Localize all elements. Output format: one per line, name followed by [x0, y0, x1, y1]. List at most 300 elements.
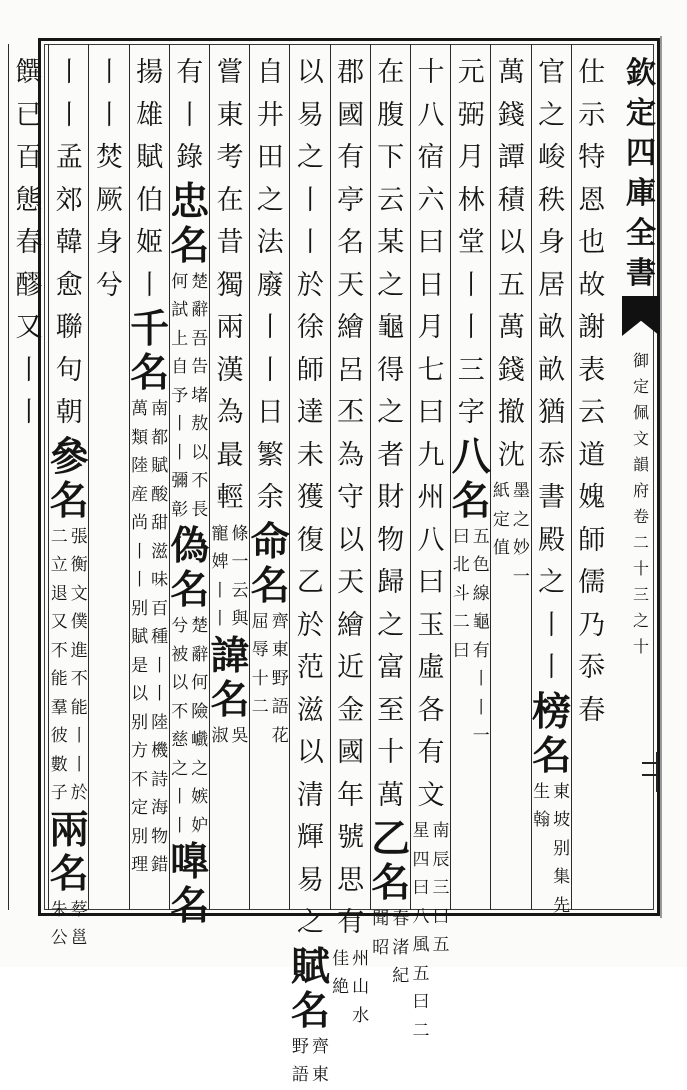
text-char: 朝: [55, 397, 83, 428]
text-char: 下: [377, 142, 405, 173]
annotation-char: 東: [271, 640, 289, 660]
text-char: 表: [578, 354, 606, 386]
annotation-char: 一: [231, 552, 249, 572]
annotation-line: [311, 1033, 330, 1090]
annotation-char: 何: [191, 673, 209, 693]
annotation-char: 野: [291, 1036, 309, 1057]
text-char: 乙: [296, 567, 324, 598]
annotation-char: 告: [191, 357, 209, 377]
annotation-char: 敖: [191, 414, 209, 434]
text-char: 錢: [497, 99, 525, 131]
headword-char: 名: [49, 850, 89, 897]
annotation-char: 上: [171, 328, 189, 349]
text-char: 猶: [538, 397, 566, 428]
annotation-char: 線: [472, 583, 490, 604]
annotation-char: 五: [412, 963, 430, 984]
text-char: 兮: [95, 269, 123, 301]
annotation-char: 蔡: [70, 899, 88, 920]
text-char: 丨: [95, 57, 123, 88]
annotation-char: 陸: [151, 712, 169, 733]
annotation-char: 語: [271, 697, 289, 717]
annotation-line: [50, 896, 69, 953]
text-char: 已: [15, 99, 43, 131]
annotation-char: 之: [171, 758, 189, 779]
annotation-line: [271, 608, 290, 751]
text-char: 余: [256, 482, 284, 513]
text-char: 道: [578, 439, 606, 471]
annotation-line: [291, 1033, 310, 1090]
annotation-char: 陸: [131, 456, 149, 476]
text-char: 萬: [497, 57, 525, 88]
text-char: 儒: [578, 567, 606, 598]
text-char: 積: [497, 184, 525, 216]
annotation-line: [251, 608, 270, 751]
headword-char: 榜: [532, 688, 572, 735]
annotation-char: 生: [533, 781, 551, 802]
annotation-char: 云: [231, 580, 249, 601]
text-char: 十: [377, 737, 405, 768]
text-char: 萬: [377, 779, 405, 811]
text-char: 有: [176, 57, 204, 88]
annotation: [451, 523, 491, 751]
annotation-char: 被: [171, 644, 189, 665]
annotation-char: 方: [131, 741, 149, 761]
annotation-char: 八: [412, 906, 430, 927]
annotation-char: 有: [472, 640, 490, 661]
text-char: 官: [538, 57, 566, 88]
margin-subtitle-char: 十: [632, 559, 649, 578]
text-char: 於: [296, 269, 324, 301]
text-char: 歸: [377, 567, 405, 598]
text-char: 獨: [216, 269, 244, 301]
text-char: 愈: [55, 269, 83, 301]
annotation-char: 别: [553, 838, 571, 859]
annotation-char: 值: [492, 538, 510, 558]
annotation-char: 吾: [191, 328, 209, 349]
text-char: 未: [296, 439, 324, 471]
text-char: 聯: [55, 312, 83, 343]
headword-char: 名: [532, 732, 572, 779]
annotation-char: 州: [352, 948, 370, 969]
annotation-char: 五: [472, 526, 490, 547]
text-char: 峻: [538, 142, 566, 173]
text-char: 八: [417, 524, 445, 556]
text-char: 撤: [497, 397, 525, 428]
text-char: 月: [417, 312, 445, 343]
annotation-line: [170, 612, 189, 840]
text-column: [170, 52, 210, 928]
text-char: 身: [95, 227, 123, 258]
annotation-line: [130, 395, 149, 880]
annotation-char: 風: [412, 935, 430, 955]
annotation-char: 條: [231, 523, 249, 544]
annotation-line: [472, 523, 491, 751]
text-char: 達: [296, 397, 324, 428]
text-char: 特: [578, 142, 606, 173]
annotation: [331, 945, 371, 1031]
annotation-char: 不: [131, 769, 149, 790]
annotation-line: [391, 905, 410, 991]
annotation-char: 滋: [151, 541, 169, 562]
text-char: 錢: [497, 354, 525, 386]
annotation-char: 種: [151, 627, 169, 647]
annotation-char: 别: [131, 598, 149, 619]
annotation-line: [552, 778, 571, 921]
text-char: 丨: [457, 269, 485, 301]
annotation: [210, 520, 250, 634]
annotation-char: 丨: [472, 697, 490, 718]
annotation-char: 類: [131, 427, 149, 448]
annotation-char: 寵: [211, 523, 229, 544]
annotation-char: 星: [412, 821, 430, 841]
text-char: 之: [256, 184, 284, 216]
text-char: 姬: [136, 227, 164, 258]
annotation-char: 是: [131, 655, 149, 676]
text-char: 丨: [55, 99, 83, 131]
annotation-char: 張: [70, 526, 88, 547]
text-char: 六: [417, 184, 445, 216]
annotation-line: [190, 612, 209, 840]
headword-char: 名: [250, 562, 290, 609]
headword-char: 名: [210, 676, 250, 723]
text-column: [451, 52, 491, 751]
text-char: 沈: [497, 439, 525, 471]
text-char: 以: [337, 524, 365, 556]
annotation-line: [512, 477, 531, 591]
text-char: 井: [256, 99, 284, 131]
annotation-char: 不: [50, 640, 68, 661]
text-char: 州: [417, 482, 445, 513]
margin-title-char: 庫: [626, 176, 656, 211]
margin-subtitle-char: 二: [632, 533, 649, 552]
annotation-char: 辭: [191, 300, 209, 320]
annotation-char: 彌: [171, 471, 189, 491]
annotation-char: 斗: [452, 583, 470, 604]
text-char: 者: [377, 439, 405, 471]
headword-char: 名: [290, 987, 330, 1034]
annotation-char: 於: [70, 783, 88, 803]
annotation-char: 花: [271, 725, 289, 746]
text-char: 曰: [417, 397, 445, 428]
text-char: 之: [538, 567, 566, 598]
text-char: 得: [377, 354, 405, 386]
annotation-char: 之: [191, 758, 209, 779]
text-char: 在: [216, 184, 244, 216]
text-column: [532, 52, 572, 920]
text-char: 物: [377, 524, 405, 556]
text-char: 饌: [15, 57, 43, 88]
text-char: 忝: [578, 652, 606, 683]
annotation-char: 二: [452, 612, 470, 632]
text-column: [411, 52, 451, 1045]
text-char: 思: [337, 864, 365, 896]
annotation: [532, 778, 572, 921]
text-char: 於: [296, 609, 324, 641]
text-char: 天: [337, 269, 365, 301]
annotation-char: 僕: [70, 612, 88, 632]
annotation-char: 定: [131, 798, 149, 818]
text-char: 弼: [457, 99, 485, 131]
annotation-line: [190, 268, 209, 525]
annotation-char: 五: [432, 935, 450, 955]
text-column: [250, 52, 290, 750]
annotation-char: 海: [151, 798, 169, 818]
text-char: 丨: [256, 354, 284, 386]
headword-char: 千: [130, 306, 170, 352]
annotation-char: 丨: [151, 684, 169, 704]
text-char: 七: [417, 354, 445, 386]
annotation-line: [371, 905, 390, 991]
headword-char: 嘷: [170, 839, 210, 885]
text-char: 富: [377, 652, 405, 683]
text-char: 謝: [578, 312, 606, 343]
text-char: 丨: [256, 312, 284, 343]
margin-subtitle-char: 文: [632, 429, 649, 448]
margin-title-char: 全: [626, 216, 656, 251]
annotation: [170, 612, 210, 840]
annotation-char: 數: [50, 754, 68, 775]
annotation-char: 錯: [151, 855, 169, 875]
text-char: 呂: [337, 354, 365, 386]
text-char: 畝: [538, 312, 566, 343]
text-char: 易: [296, 99, 324, 131]
annotation-char: 長: [191, 499, 209, 520]
annotation-char: 翰: [533, 810, 551, 830]
annotation-line: [50, 523, 69, 808]
text-char: 丨: [296, 227, 324, 258]
text-char: 九: [417, 439, 445, 471]
annotation-char: 立: [50, 555, 68, 575]
text-char: 師: [578, 524, 606, 556]
text-char: 國: [337, 99, 365, 131]
annotation-char: 邕: [70, 928, 88, 948]
annotation-char: 曰: [412, 992, 430, 1012]
text-char: 春: [578, 694, 606, 726]
text-char: 自: [256, 57, 284, 88]
margin-subtitle-char: 之: [632, 611, 649, 630]
annotation: [49, 896, 89, 953]
annotation-char: 詩: [151, 769, 169, 790]
annotation: [210, 722, 250, 751]
annotation-line: [452, 523, 471, 751]
headword-char: 忠: [170, 178, 210, 225]
text-char: 林: [457, 184, 485, 216]
text-char: 守: [337, 482, 365, 513]
text-char: 也: [578, 227, 606, 258]
annotation-char: 紙: [492, 481, 510, 501]
annotation-char: 丨: [171, 787, 189, 807]
headword-char: 諱: [210, 632, 250, 679]
text-char: 字: [457, 397, 485, 428]
text-column: [130, 52, 170, 880]
annotation-char: 南: [151, 399, 169, 419]
text-char: 丨: [538, 609, 566, 641]
annotation-char: 朱: [50, 899, 68, 920]
annotation: [49, 523, 89, 808]
text-char: 焚: [95, 142, 123, 173]
headword-char: 偽: [170, 523, 210, 569]
text-char: 殿: [538, 524, 566, 556]
headword-char: 參: [49, 433, 89, 480]
annotation-char: 百: [151, 598, 169, 619]
text-char: 虛: [417, 652, 445, 683]
text-char: 獲: [296, 482, 324, 513]
text-char: 以: [296, 57, 324, 88]
text-char: 宿: [417, 142, 445, 173]
text-char: 之: [377, 609, 405, 641]
annotation-char: 昭: [372, 937, 390, 958]
text-column: [331, 52, 371, 1030]
text-char: 金: [337, 694, 365, 726]
headword-char: 名: [451, 477, 491, 524]
text-char: 恩: [578, 184, 606, 216]
text-char: 揚: [136, 57, 164, 88]
text-char: 田: [256, 142, 284, 173]
text-char: 示: [578, 99, 606, 131]
text-char: 有: [337, 142, 365, 173]
text-char: 昔: [216, 227, 244, 258]
annotation-char: 産: [131, 484, 149, 505]
annotation-char: 又: [50, 612, 68, 632]
annotation: [250, 608, 290, 751]
annotation: [411, 817, 451, 1045]
annotation-char: 險: [191, 701, 209, 722]
annotation-line: [532, 778, 551, 921]
annotation-char: 絶: [332, 977, 350, 997]
annotation: [491, 477, 531, 591]
annotation-char: 山: [352, 977, 370, 997]
text-char: 畝: [538, 354, 566, 386]
text-char: 之: [377, 397, 405, 428]
text-char: 兩: [216, 312, 244, 343]
text-char: 腹: [377, 99, 405, 131]
margin-title-char: 書: [626, 256, 656, 291]
page-number-mark: [640, 752, 658, 792]
margin-title-char: 欽: [626, 56, 656, 91]
annotation-char: 丨: [70, 726, 88, 746]
text-char: 忝: [538, 439, 566, 471]
annotation-char: 楚: [191, 271, 209, 292]
text-char: 繪: [337, 609, 365, 641]
annotation-line: [432, 817, 451, 1045]
annotation-char: 子: [50, 783, 68, 803]
annotation-char: 東: [311, 1065, 329, 1085]
text-char: 之: [296, 142, 324, 173]
text-char: 以: [497, 227, 525, 258]
annotation-char: 進: [70, 640, 88, 661]
headword-char: 兩: [49, 806, 89, 853]
annotation-char: 一: [472, 726, 490, 746]
annotation-line: [70, 523, 89, 808]
text-column: [290, 52, 330, 1090]
text-char: 丨: [296, 184, 324, 216]
annotation-char: 之: [512, 509, 530, 530]
annotation-char: 慈: [171, 730, 189, 750]
annotation-char: 曰: [452, 640, 470, 661]
text-char: 漢: [216, 354, 244, 386]
text-char: 丨: [15, 354, 43, 386]
annotation-char: 四: [412, 849, 430, 870]
annotation-char: 以: [171, 673, 189, 693]
text-char: 至: [377, 694, 405, 726]
margin-subtitle-char: 府: [632, 481, 649, 500]
annotation: [130, 395, 170, 880]
text-char: 三: [457, 354, 485, 386]
annotation-char: 酸: [151, 484, 169, 505]
margin-subtitle-char: 定: [632, 377, 649, 396]
annotation-char: 能: [70, 697, 88, 718]
text-char: 孟: [55, 142, 83, 173]
annotation-char: 物: [151, 826, 169, 847]
text-char: 身: [538, 227, 566, 258]
text-char: 態: [15, 184, 43, 216]
headword-char: 名: [170, 222, 210, 269]
annotation-char: 二: [412, 1020, 430, 1041]
annotation-char: 楚: [191, 616, 209, 636]
text-char: 八: [417, 99, 445, 131]
annotation-char: 十: [251, 668, 269, 689]
annotation-char: 春: [392, 909, 410, 929]
margin-subtitle-char: 十: [632, 637, 649, 656]
annotation-char: 文: [70, 583, 88, 604]
annotation-char: 以: [191, 442, 209, 463]
annotation-char: 墨: [512, 481, 530, 501]
annotation-char: 丨: [131, 570, 149, 590]
annotation-line: [231, 722, 250, 751]
annotation-char: 衡: [70, 555, 88, 575]
margin-subtitle-char: 御: [632, 351, 649, 370]
annotation: [290, 1033, 330, 1090]
text-char: 云: [377, 184, 405, 216]
text-char: 厥: [95, 184, 123, 216]
annotation-char: 能: [50, 669, 68, 689]
annotation-char: 龜: [472, 612, 490, 632]
headword-char: 命: [250, 518, 290, 565]
text-char: 嘗: [216, 57, 244, 88]
annotation-char: 甜: [151, 513, 169, 533]
text-char: 丨: [176, 99, 204, 131]
annotation-char: 聞: [372, 909, 390, 929]
annotation-line: [492, 477, 511, 591]
text-char: 丨: [538, 652, 566, 683]
annotation-char: 丨: [70, 754, 88, 775]
margin-subtitle-char: 佩: [632, 403, 649, 422]
annotation-char: 何: [171, 271, 189, 292]
text-char: 近: [337, 652, 365, 683]
annotation-char: 賦: [131, 627, 149, 647]
annotation-line: [211, 722, 230, 751]
annotation-char: 嫉: [191, 787, 209, 807]
text-char: 名: [337, 227, 365, 258]
annotation-char: 不: [171, 701, 189, 722]
headword-char: 名: [170, 567, 210, 613]
text-char: 五: [497, 269, 525, 301]
text-char: 各: [417, 694, 445, 726]
text-char: 輕: [216, 482, 244, 513]
headword-char: 名: [170, 883, 210, 929]
text-char: 有: [417, 737, 445, 768]
annotation-char: 公: [50, 928, 68, 948]
annotation-char: 丨: [211, 580, 229, 601]
annotation-char: 賦: [151, 456, 169, 476]
annotation-char: 不: [70, 669, 88, 689]
text-char: 考: [216, 142, 244, 173]
text-char: 年: [337, 779, 365, 811]
text-char: 醪: [15, 269, 43, 301]
text-char: 東: [216, 99, 244, 131]
annotation-char: 南: [432, 821, 450, 841]
annotation-char: 東: [553, 781, 571, 802]
